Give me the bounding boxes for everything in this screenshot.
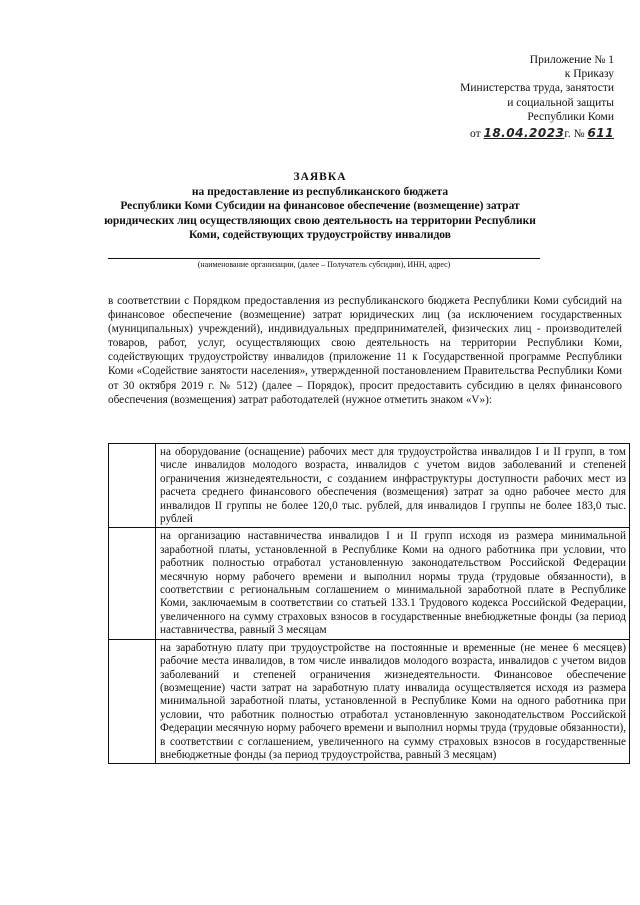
option-text-equipment: на оборудование (оснащение) рабочих мест для трудоустройства инвалидов I и II групп, в том числе инвалидов молодого возраста, инвалидов с учетом видов заболеваний и степеней ограничения жизнедеятельности, с созданием инфраструктуры доступности рабочих мест из расчета среднего финансового обеспечения (возмещения) затрат за одно рабочее место для инвалидов II группы не более 120,0 тыс. рублей, для инвалидов I группы не более 183,0 тыс. рублей: [156, 444, 630, 528]
document-title: [100, 170, 540, 242]
title-line-3: юридических лиц осуществляющих свою деятельность на территории Республики: [104, 214, 536, 227]
order-date: 18.04.2023: [483, 126, 565, 141]
appendix-ministry-line1: Министерства труда, занятости: [460, 82, 614, 95]
from-label: от: [469, 128, 481, 141]
order-number: 611: [587, 126, 614, 141]
title-line-2: Республики Коми Субсидии на финансовое обеспечение (возмещение) затрат: [120, 200, 520, 213]
title-line-1: на предоставление из республиканского бюджета: [191, 186, 449, 199]
option-text-salary: на заработную плату при трудоустройстве на постоянные и временные (не менее 6 месяцев) рабочие места инвалидов, в том числе инвалидов молодого возраста, инвалидов с учетом видов заболеваний и степеней ограничения жизнедеятельности. Финансовое обеспечение (возмещение) части затрат на заработную плату инвалида осуществляется исходя из размера минимальной заработной платы, установленной в Республике Коми на одного работника при условии, что работник полностью отработал установленную законодательством Российской Федерации месячную норму рабочего времени и выполнил нормы труда (трудовые обязанности), в соответствии с соглашением, увеличенного на сумму страховых взносов в государственные внебюджетные фонды (за период трудоустройства, равный 3 месяцам): [156, 639, 630, 764]
option-text-mentoring: на организацию наставничества инвалидов I и II групп исходя из размера минимальной заработной платы, установленной в Республике Коми на одного работника при условии, что работник полностью отработал установленную законодательством Российской Федерации месячную норму рабочего времени и выполнил нормы труда (трудовые обязанности), в соответствии с региональным соглашением о минимальной заработной плате в Республике Коми, заключаемым в соответствии со статьей 133.1 Трудового кодекса Российской Федерации, увеличенного на сумму страховых взносов в государственные внебюджетные фонды (за период наставничества, равный 3 месяцам: [156, 528, 630, 639]
option-checkbox-salary[interactable]: [109, 639, 156, 764]
subsidy-options-table: [108, 443, 630, 764]
organization-name-caption: (наименование организации, (далее – Получатель субсидии), ИНН, адрес): [197, 260, 451, 269]
appendix-header: [354, 53, 614, 141]
appendix-ministry-line3: Республики Коми: [527, 110, 614, 123]
option-checkbox-mentoring[interactable]: [109, 528, 156, 639]
appendix-number: Приложение № 1: [529, 54, 614, 66]
title-heading: ЗАЯВКА: [293, 171, 347, 183]
appendix-date-number: [354, 126, 614, 141]
option-row: [109, 528, 630, 639]
option-checkbox-equipment[interactable]: [109, 444, 156, 528]
option-row: [109, 444, 630, 528]
appendix-order-ref: к Приказу: [564, 68, 614, 81]
organization-name-line[interactable]: [108, 258, 540, 259]
option-row: [109, 639, 630, 764]
year-number-label: г. №: [564, 128, 585, 141]
request-paragraph: в соответствии с Порядком предоставления из республиканского бюджета Республики Коми субсидий на финансовое обеспечение (возмещение) затрат юридических лиц (за исключением государственных (муниципальных) учреждений), индивидуальных предпринимателей, физических лиц - производителей товаров, работ, услуг, осуществляющих свою деятельность на территории Республики Коми, содействующих трудоустройству инвалидов (приложение 11 к Государственной программе Республики Коми «Содействие занятости населения», утвержденной постановлением Правительства Республики Коми от 30 октября 2019 г. № 512) (далее – Порядок), просит предоставить субсидию в целях финансового обеспечения (возмещения) затрат работодателей (нужное отметить знаком «V»):: [108, 295, 622, 406]
appendix-ministry-line2: и социальной защиты: [507, 96, 614, 109]
title-line-4: Коми, содействующих трудоустройству инвалидов: [189, 228, 451, 241]
